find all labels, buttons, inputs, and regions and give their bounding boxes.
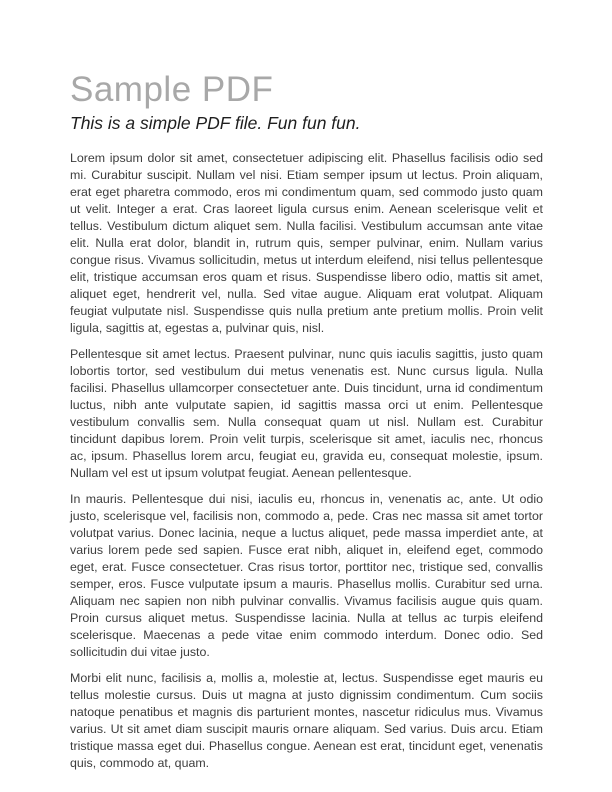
pdf-page [70, 70, 543, 772]
document-subtitle: This is a simple PDF file. Fun fun fun. [70, 113, 361, 133]
body-paragraph: In mauris. Pellentesque dui nisi, iaculis eu, rhoncus in, venenatis ac, ante. Ut odio justo, scelerisque vel, facilisis non, commodo a, pede. Cras nec massa sit amet tortor volutpat varius. Donec lacinia, neque a luctus aliquet, pede massa imperdiet ante, at varius lorem pede sed sapien. Fusce erat nibh, aliquet in, eleifend eget, commodo eget, erat. Fusce consectetuer. Cras risus tortor, porttitor nec, tristique sed, convallis semper, eros. Fusce vulputate ipsum a mauris. Phasellus mollis. Curabitur sed urna. Aliquam nec sapien non nibh pulvinar convallis. Vivamus facilisis augue quis quam. Proin cursus aliquet metus. Suspendisse lacinia. Nulla at tellus ac turpis eleifend scelerisque. Maecenas a pede vitae enim commodo interdum. Donec odio. Sed sollicitudin dui vitae justo. [70, 492, 543, 659]
body-paragraph: Lorem ipsum dolor sit amet, consectetuer adipiscing elit. Phasellus facilisis odio sed mi. Curabitur suscipit. Nullam vel nisi. Etiam semper ipsum ut lectus. Proin aliquam, erat eget pharetra commodo, eros mi condimentum quam, sed commodo justo quam ut velit. Integer a erat. Cras laoreet ligula cursus enim. Aenean scelerisque velit et tellus. Vestibulum dictum aliquet sem. Nulla facilisi. Vestibulum accumsan ante vitae elit. Nulla erat dolor, blandit in, rutrum quis, semper pulvinar, enim. Nullam varius congue risus. Vivamus sollicitudin, metus ut interdum eleifend, nisi tellus pellentesque elit, tristique accumsan eros quam et risus. Suspendisse libero odio, mattis sit amet, aliquet eget, hendrerit vel, nulla. Sed vitae augue. Aliquam erat volutpat. Aliquam feugiat vulputate nisl. Suspendisse quis nulla pretium ante pretium mollis. Proin velit ligula, sagittis at, egestas a, pulvinar quis, nisl. [70, 151, 543, 335]
document-title: Sample PDF [70, 70, 274, 109]
body-paragraph: Morbi elit nunc, facilisis a, mollis a, molestie at, lectus. Suspendisse eget mauris eu tellus molestie cursus. Duis ut magna at justo dignissim condimentum. Cum sociis natoque penatibus et magnis dis parturient montes, nascetur ridiculus mus. Vivamus varius. Ut sit amet diam suscipit mauris ornare aliquam. Sed varius. Duis arcu. Etiam tristique massa eget dui. Phasellus congue. Aenean est erat, tincidunt eget, venenatis quis, commodo at, quam. [70, 671, 543, 770]
body-paragraph: Pellentesque sit amet lectus. Praesent pulvinar, nunc quis iaculis sagittis, justo quam lobortis tortor, sed vestibulum dui metus venenatis est. Nunc cursus ligula. Nulla facilisi. Phasellus ullamcorper consectetuer ante. Duis tincidunt, urna id condimentum luctus, nibh ante vulputate sapien, id sagittis massa orci ut enim. Pellentesque vestibulum convallis sem. Nulla consequat quam ut nisl. Nullam est. Curabitur tincidunt dapibus lorem. Proin velit turpis, scelerisque sit amet, iaculis nec, rhoncus ac, ipsum. Phasellus lorem arcu, feugiat eu, gravida eu, consequat molestie, ipsum. Nullam vel est ut ipsum volutpat feugiat. Aenean pellentesque. [70, 347, 543, 480]
